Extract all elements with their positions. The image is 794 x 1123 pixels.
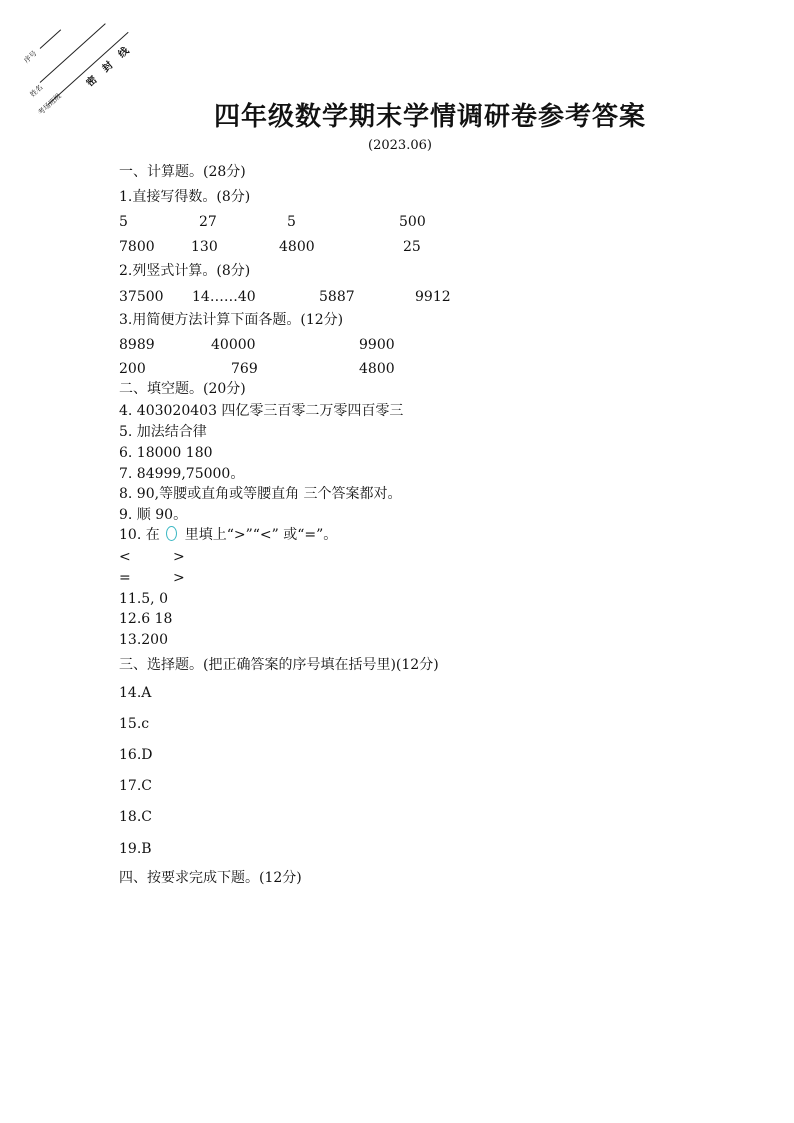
fill-answer: 6. 18000 180 [119,445,213,461]
fill-answer: 7. 84999,75000。 [119,466,245,482]
name-label: 姓名 [28,83,45,99]
q2-label: 2.列竖式计算。(8分) [119,263,251,279]
fill-answer: 8. 90,等腰或直角或等腰直角 三个答案都对。 [119,486,402,502]
q2-answer: 5887 [319,289,355,305]
fill-answer: 5. 加法结合律 [119,424,207,440]
binding-margin [18,12,158,117]
q1-answer: 500 [399,214,426,230]
choice-answer: 19.B [119,841,152,857]
class-label: 考场班级 [36,92,63,117]
seal-line-text: 密 封 线 [84,42,135,90]
fill-answer: 13.200 [119,632,168,648]
q2-answer: 14……40 [192,289,256,305]
section1-heading: 一、计算题。(28分) [119,164,246,180]
section2-heading: 二、填空题。(20分) [119,381,246,397]
q3-answer: 40000 [211,337,256,353]
q1-answer: 27 [199,214,217,230]
comparison-answer: > [173,570,185,586]
circle-blank-icon [166,526,177,541]
q1-answer: 5 [119,214,128,230]
q3-answer: 4800 [359,361,395,377]
q3-answer: 769 [231,361,258,377]
comparison-answer: > [173,549,185,565]
comparison-answer: = [119,570,131,586]
choice-answer: 14.A [119,685,152,701]
q2-answer: 9912 [415,289,451,305]
q1-answer: 5 [287,214,296,230]
comparison-answer: < [119,549,131,565]
page-title: 四年级数学期末学情调研卷参考答案 [213,102,646,132]
seat-label: 序号 [22,49,39,65]
q3-answer: 200 [119,361,146,377]
q1-answer: 4800 [279,239,315,255]
section3-heading: 三、选择题。(把正确答案的序号填在括号里)(12分) [119,657,439,673]
q3-answer: 8989 [119,337,155,353]
q1-label: 1.直接写得数。(8分) [119,189,251,205]
q2-answer: 37500 [119,289,164,305]
q1-answer: 7800 [119,239,155,255]
choice-answer: 17.C [119,778,152,794]
q3-answer: 9900 [359,337,395,353]
fill-answer: 9. 顺 90。 [119,507,188,523]
q10-suffix: 里填上“>”“<” 或“=”。 [184,527,338,543]
q10-prefix: 10. 在 [119,527,160,543]
fill-answer: 12.6 18 [119,611,173,627]
fill-answer: 4. 403020403 四亿零三百零二万零四百零三 [119,403,404,419]
q1-answer: 130 [191,239,218,255]
q3-label: 3.用简便方法计算下面各题。(12分) [119,312,344,328]
section4-heading: 四、按要求完成下题。(12分) [119,870,302,886]
choice-answer: 18.C [119,809,152,825]
choice-answer: 16.D [119,747,153,763]
q1-answer: 25 [403,239,421,255]
q10-instruction [119,526,337,544]
exam-date: (2023.06) [368,138,432,153]
choice-answer: 15.c [119,716,150,732]
fill-answer: 11.5, 0 [119,591,168,607]
seat-line [40,29,61,48]
